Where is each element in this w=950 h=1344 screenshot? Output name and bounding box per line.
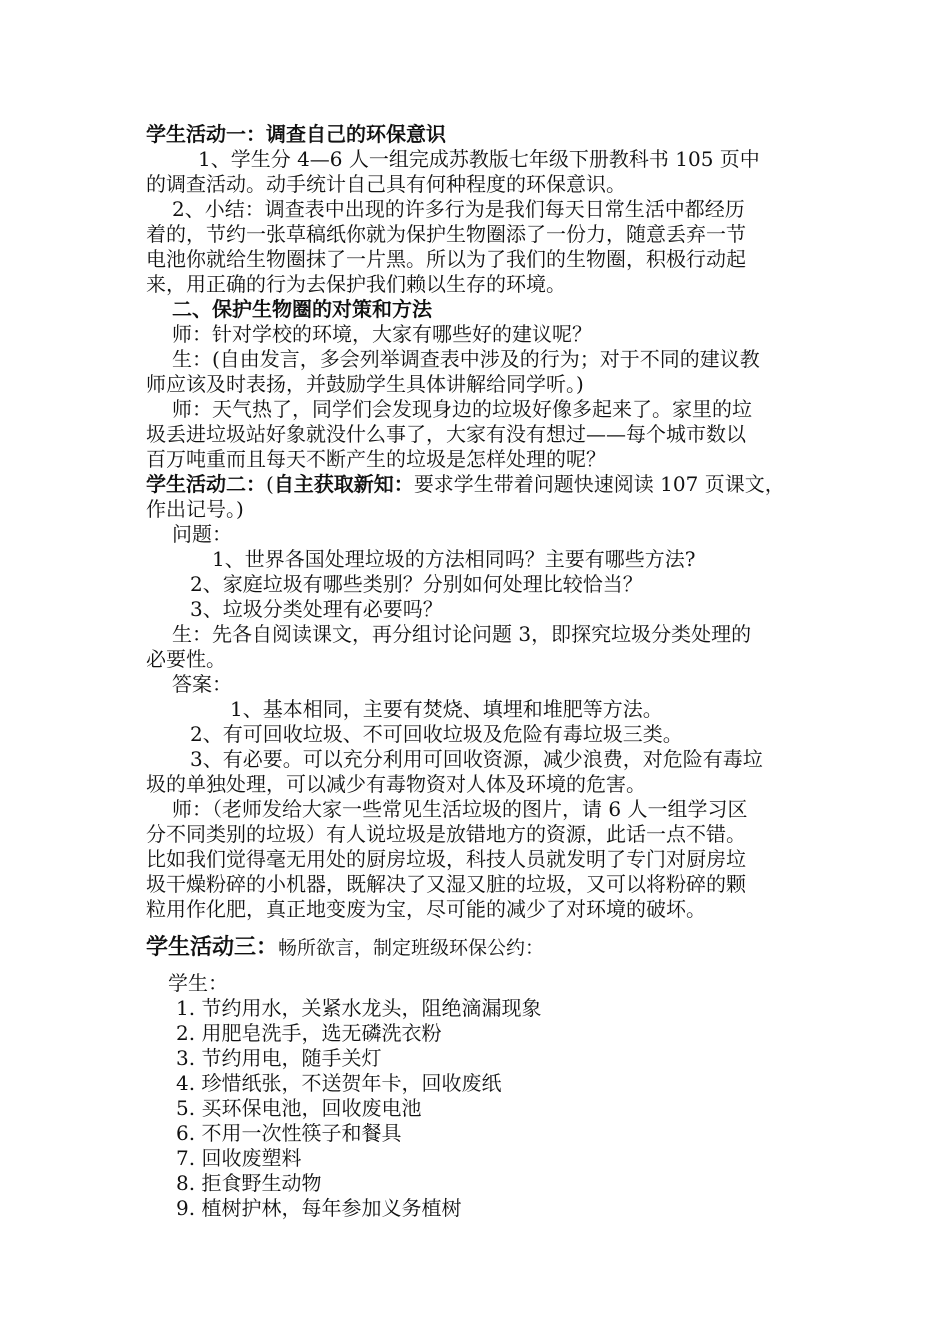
activity1-paragraph-line: 的调查活动。动手统计自己具有何种程度的环保意识。 <box>146 172 626 196</box>
students-label: 学生： <box>168 971 228 995</box>
activity1-summary-line: 来，用正确的行为去保护我们赖以生存的环境。 <box>146 272 566 296</box>
pledge-item: 2. 用肥皂洗手，选无磷洗衣粉 <box>176 1021 442 1045</box>
activity2-paren-open: ( <box>266 472 274 496</box>
activity2-instruction-line: 作出记号。) <box>146 497 244 521</box>
section2-heading: 二、保护生物圈的对策和方法 <box>172 297 432 321</box>
teacher-explanation-line: 分不同类别的垃圾）有人说垃圾是放错地方的资源，此话一点不错。 <box>146 822 746 846</box>
pledge-item: 6. 不用一次性筷子和餐具 <box>176 1121 402 1145</box>
pledge-item: 1. 节约用水，关紧水龙头，阻绝滴漏现象 <box>176 996 542 1020</box>
question-item: 2、家庭垃圾有哪些类别？分别如何处理比较恰当？ <box>190 572 643 596</box>
pledge-item: 4. 珍惜纸张，不送贺年卡，回收废纸 <box>176 1071 502 1095</box>
activity2-instruction: 要求学生带着问题快速阅读 107 页课文， <box>413 472 785 496</box>
activity1-paragraph-line: 1、学生分 4—6 人一组完成苏教版七年级下册教科书 105 页中 <box>198 147 760 171</box>
questions-label: 问题： <box>172 522 232 546</box>
question-item: 3、垃圾分类处理有必要吗？ <box>190 597 443 621</box>
answer-item: 圾的单独处理，可以减少有毒物资对人体及环境的危害。 <box>146 772 646 796</box>
answer-item: 2、有可回收垃圾、不可回收垃圾及危险有毒垃圾三类。 <box>190 722 683 746</box>
teacher-explanation-line: 圾干燥粉碎的小机器，既解决了又湿又脏的垃圾，又可以将粉碎的颗 <box>146 872 746 896</box>
pledge-item: 9. 植树护林，每年参加义务植树 <box>176 1196 462 1220</box>
activity1-summary-line: 电池你就给生物圈抹了一片黑。所以为了我们的生物圈，积极行动起 <box>146 247 746 271</box>
teacher-explanation-line: 粒用作化肥，真正地变废为宝，尽可能的减少了对环境的破坏。 <box>146 897 706 921</box>
student-response-line: 生：(自由发言，多会列举调查表中涉及的行为；对于不同的建议教 <box>172 347 760 371</box>
question-item: 1、世界各国处理垃圾的方法相同吗？主要有哪些方法? <box>212 547 696 571</box>
teacher-remark-line: 圾丢进垃圾站好象就没什么事了，大家有没有想过——每个城市数以 <box>146 422 746 446</box>
activity3-title: 畅所欲言，制定班级环保公约： <box>278 937 545 959</box>
activity3-label: 学生活动三： <box>146 934 279 960</box>
teacher-remark-line: 师：天气热了，同学们会发现身边的垃圾好像多起来了。家里的垃 <box>172 397 752 421</box>
answers-label: 答案： <box>172 672 232 696</box>
student-discussion-line: 生：先各自阅读课文，再分组讨论问题 3，即探究垃圾分类处理的 <box>172 622 752 646</box>
student-discussion-line: 必要性。 <box>146 647 226 671</box>
activity2-bold-part: 自主获取新知： <box>273 472 414 496</box>
pledge-item: 5. 买环保电池，回收废电池 <box>176 1096 422 1120</box>
pledge-item: 3. 节约用电，随手关灯 <box>176 1046 382 1070</box>
activity1-summary-line: 着的，节约一张草稿纸你就为保护生物圈添了一份力，随意丢弃一节 <box>146 222 746 246</box>
activity3-heading-line <box>146 934 814 961</box>
activity2-heading-line <box>146 472 814 497</box>
answer-item: 3、有必要。可以充分利用可回收资源，减少浪费，对危险有毒垃 <box>190 747 763 771</box>
pledge-item: 8. 拒食野生动物 <box>176 1171 322 1195</box>
teacher-remark-line: 百万吨重而且每天不断产生的垃圾是怎样处理的呢？ <box>146 447 606 471</box>
pledge-item: 7. 回收废塑料 <box>176 1146 302 1170</box>
teacher-explanation-line: 比如我们觉得毫无用处的厨房垃圾，科技人员就发明了专门对厨房垃 <box>146 847 746 871</box>
student-response-line: 师应该及时表扬，并鼓励学生具体讲解给同学听。) <box>146 372 584 396</box>
activity2-label: 学生活动二： <box>146 472 266 496</box>
teacher-explanation-line: 师：（老师发给大家一些常见生活垃圾的图片，请 6 人一组学习区 <box>172 797 748 821</box>
teacher-question: 师：针对学校的环境，大家有哪些好的建议呢？ <box>172 322 592 346</box>
activity1-summary-line: 2、小结：调查表中出现的许多行为是我们每天日常生活中都经历 <box>172 197 745 221</box>
activity1-heading: 学生活动一：调查自己的环保意识 <box>146 122 446 146</box>
document-page <box>146 122 814 1221</box>
answer-item: 1、基本相同，主要有焚烧、填埋和堆肥等方法。 <box>230 697 663 721</box>
